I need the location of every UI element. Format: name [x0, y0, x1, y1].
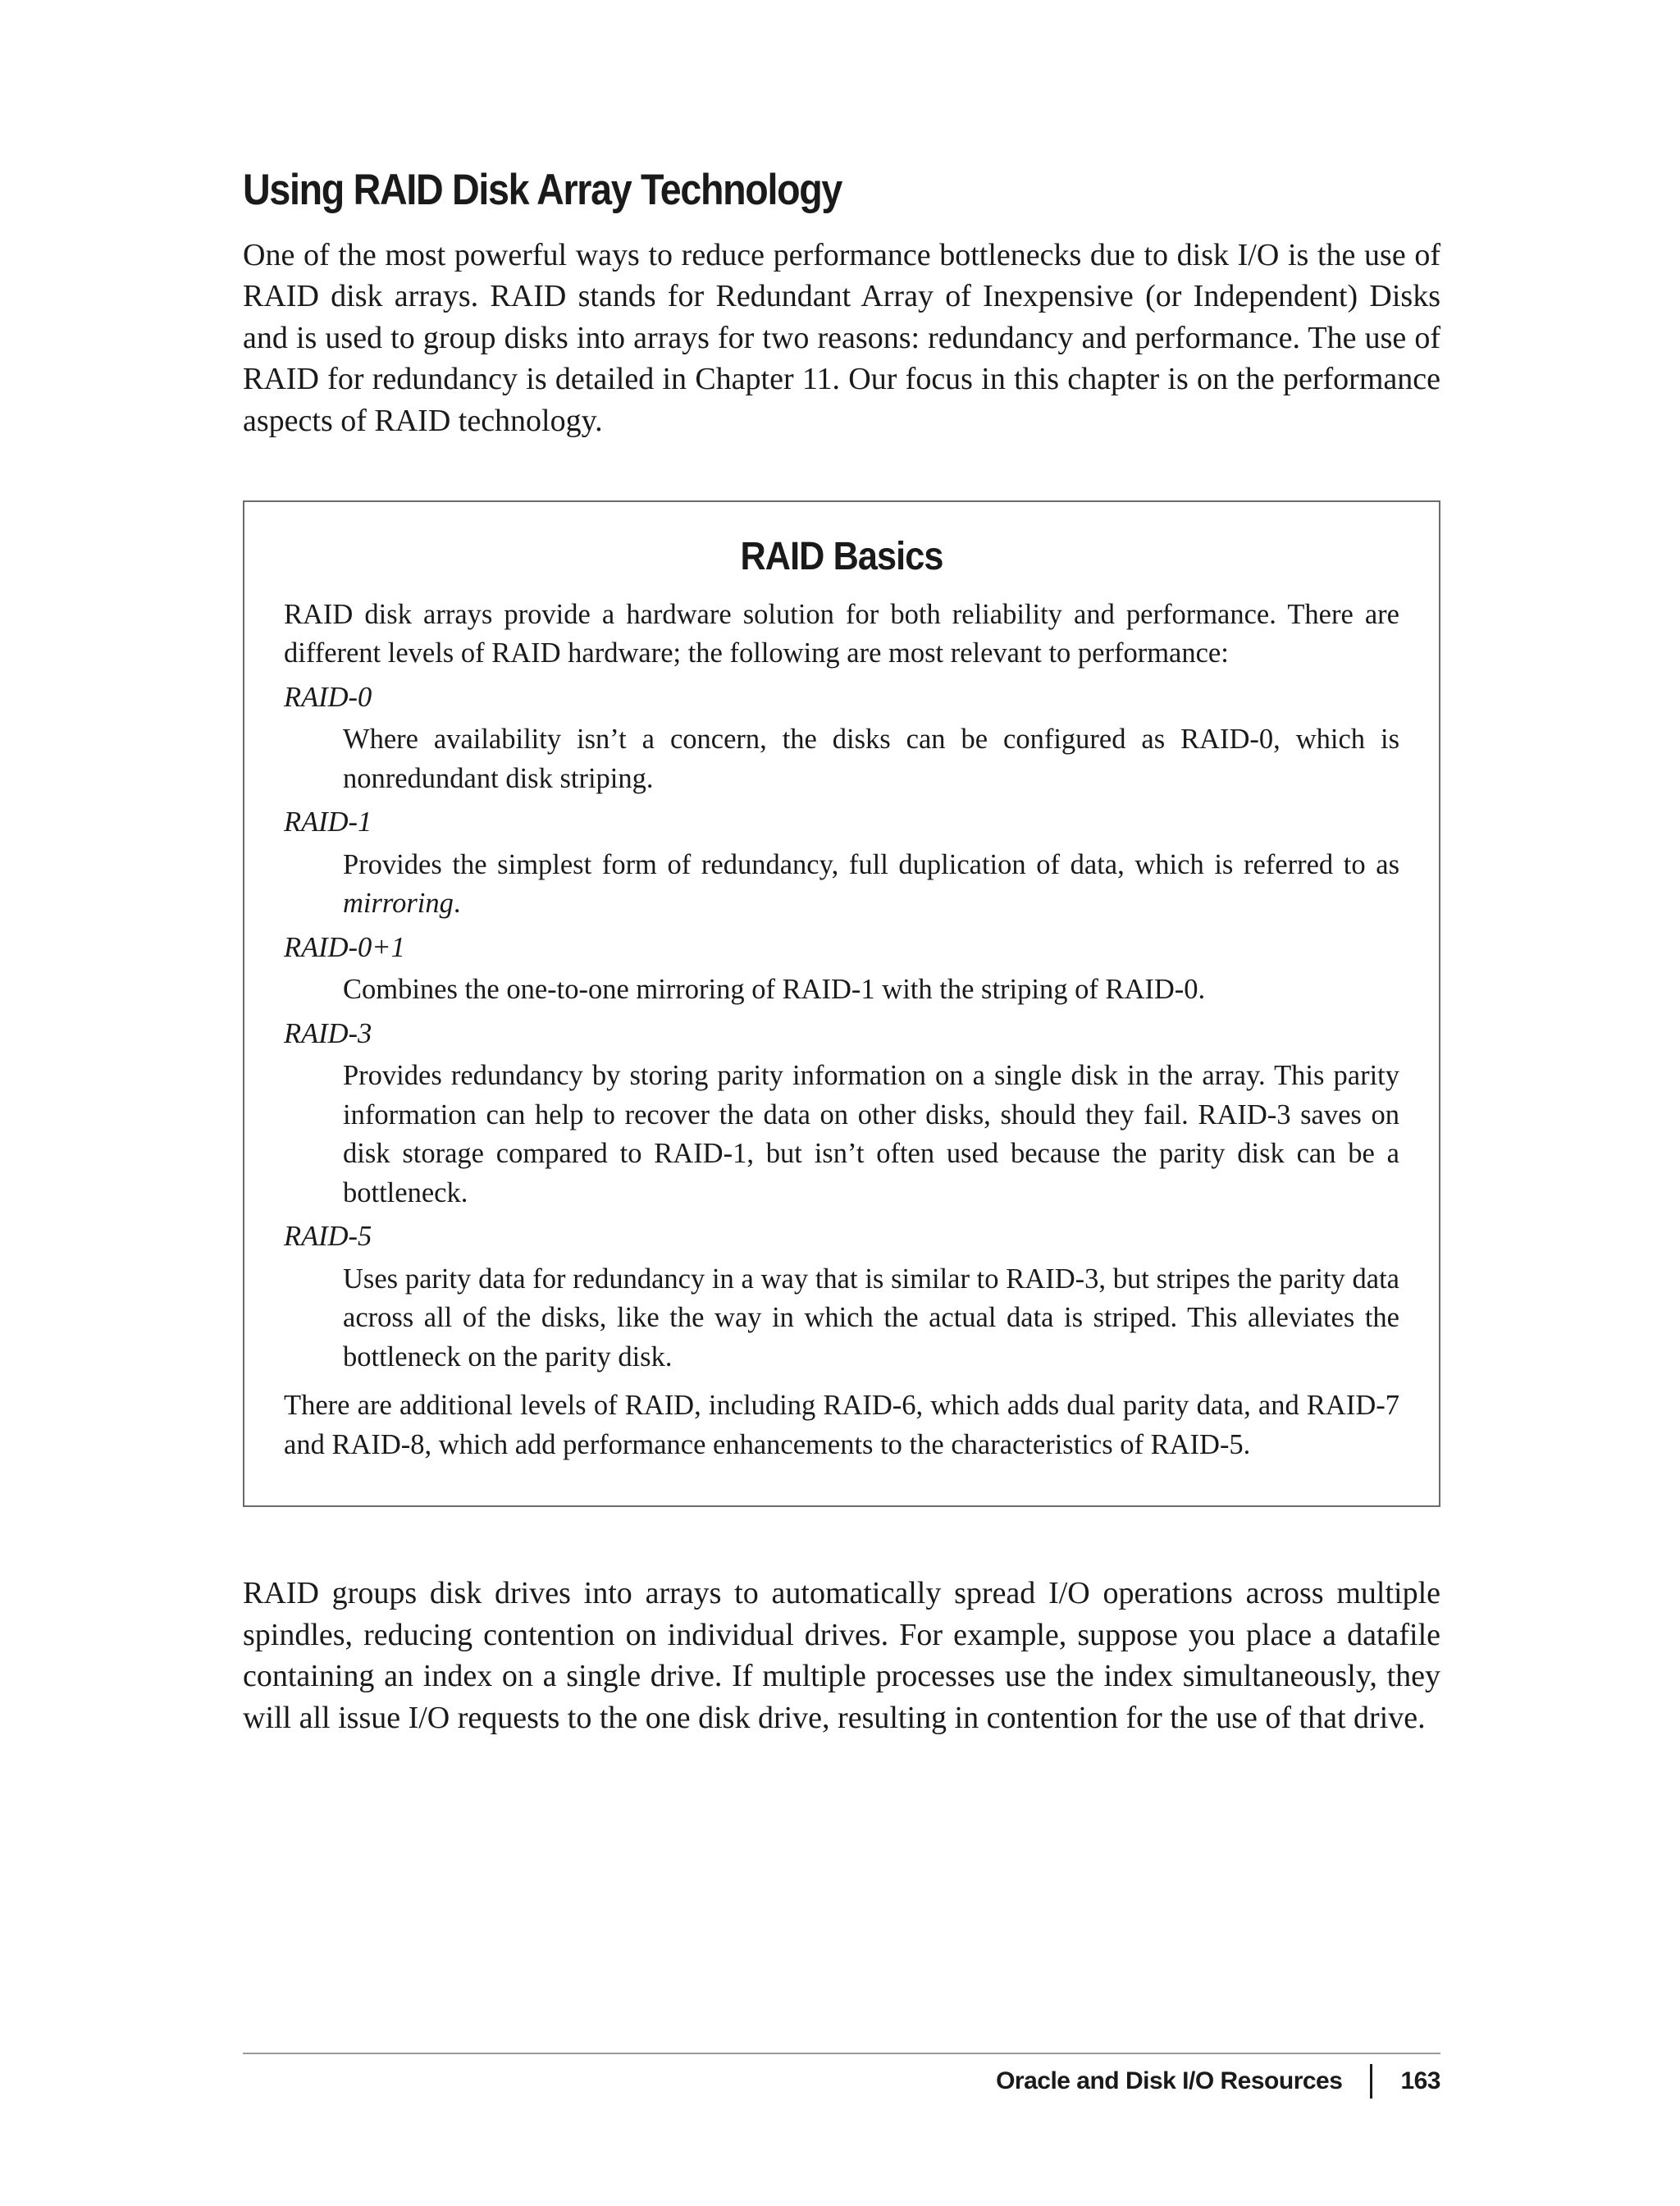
term-raid-3: RAID-3 — [284, 1017, 372, 1049]
section-title: Using RAID Disk Array Technology — [243, 166, 842, 214]
definition-raid-0-1: Combines the one-to-one mirroring of RAID-1 with the striping of RAID-0. — [343, 974, 1206, 1006]
footer-separator — [1370, 2064, 1372, 2099]
page-content — [243, 164, 1440, 1738]
term-raid-5: RAID-5 — [284, 1221, 372, 1253]
term-raid-1: RAID-1 — [284, 806, 372, 838]
term-raid-0: RAID-0 — [284, 681, 372, 713]
page-footer — [996, 2064, 1440, 2099]
term-raid-0-1: RAID-0+1 — [284, 931, 405, 963]
body-paragraph: RAID groups disk drives into arrays to automatically spread I/O operations across multiple spindles, reducing contention on individual drives. For example, suppose you place a datafile containing an index on a single drive. If multiple processes use the index simultaneously, they will all issue I/O requests to the one disk drive, resulting in contention for the use of that drive. — [243, 1576, 1440, 1735]
sidebar-closing: There are additional levels of RAID, including RAID-6, which adds dual parity data, and RAID-7 and RAID-8, which add performance enhancements to the characteristics of RAID-5. — [284, 1390, 1399, 1460]
intro-paragraph: One of the most powerful ways to reduce performance bottlenecks due to disk I/O is the use of RAID disk arrays. RAID stands for Redundant Array of Inexpensive (or Independent) Disks and is used to group disks into arrays for two reasons: redundancy and performance. The use of RAID for redundancy is detailed in Chapter 11. Our focus in this chapter is on the performance aspects of RAID technology. — [243, 237, 1440, 438]
footer-chapter-title: Oracle and Disk I/O Resources — [996, 2067, 1343, 2094]
definition-raid-1 — [343, 846, 1399, 924]
definition-raid-1-text: Provides the simplest form of redundancy, full duplication of data, which is referred to as — [343, 848, 1399, 880]
sidebar-title: RAID Basics — [740, 535, 943, 579]
sidebar-intro: RAID disk arrays provide a hardware solution for both reliability and performance. There are different levels of RAID hardware; the following are most relevant to performance: — [284, 598, 1399, 669]
page-number: 163 — [1400, 2067, 1440, 2094]
raid-basics-sidebar — [243, 500, 1440, 1507]
footer-rule — [243, 2053, 1440, 2054]
definition-raid-3: Provides redundancy by storing parity information on a single disk in the array. This parity information can help to recover the data on other disks, should they fail. RAID-3 saves on disk storage compared to RAID-1, but isn’t often used because the parity disk can be a bottleneck. — [343, 1060, 1399, 1208]
definition-raid-5: Uses parity data for redundancy in a way that is similar to RAID-3, but stripes the parity data across all of the disks, like the way in which the actual data is striped. This alleviates the bottleneck on the parity disk. — [343, 1263, 1399, 1372]
definition-raid-0: Where availability isn’t a concern, the disks can be configured as RAID-0, which is nonredundant disk striping. — [343, 724, 1399, 794]
definition-raid-1-emphasis: mirroring — [343, 888, 454, 920]
definition-raid-1-end: . — [453, 888, 461, 920]
